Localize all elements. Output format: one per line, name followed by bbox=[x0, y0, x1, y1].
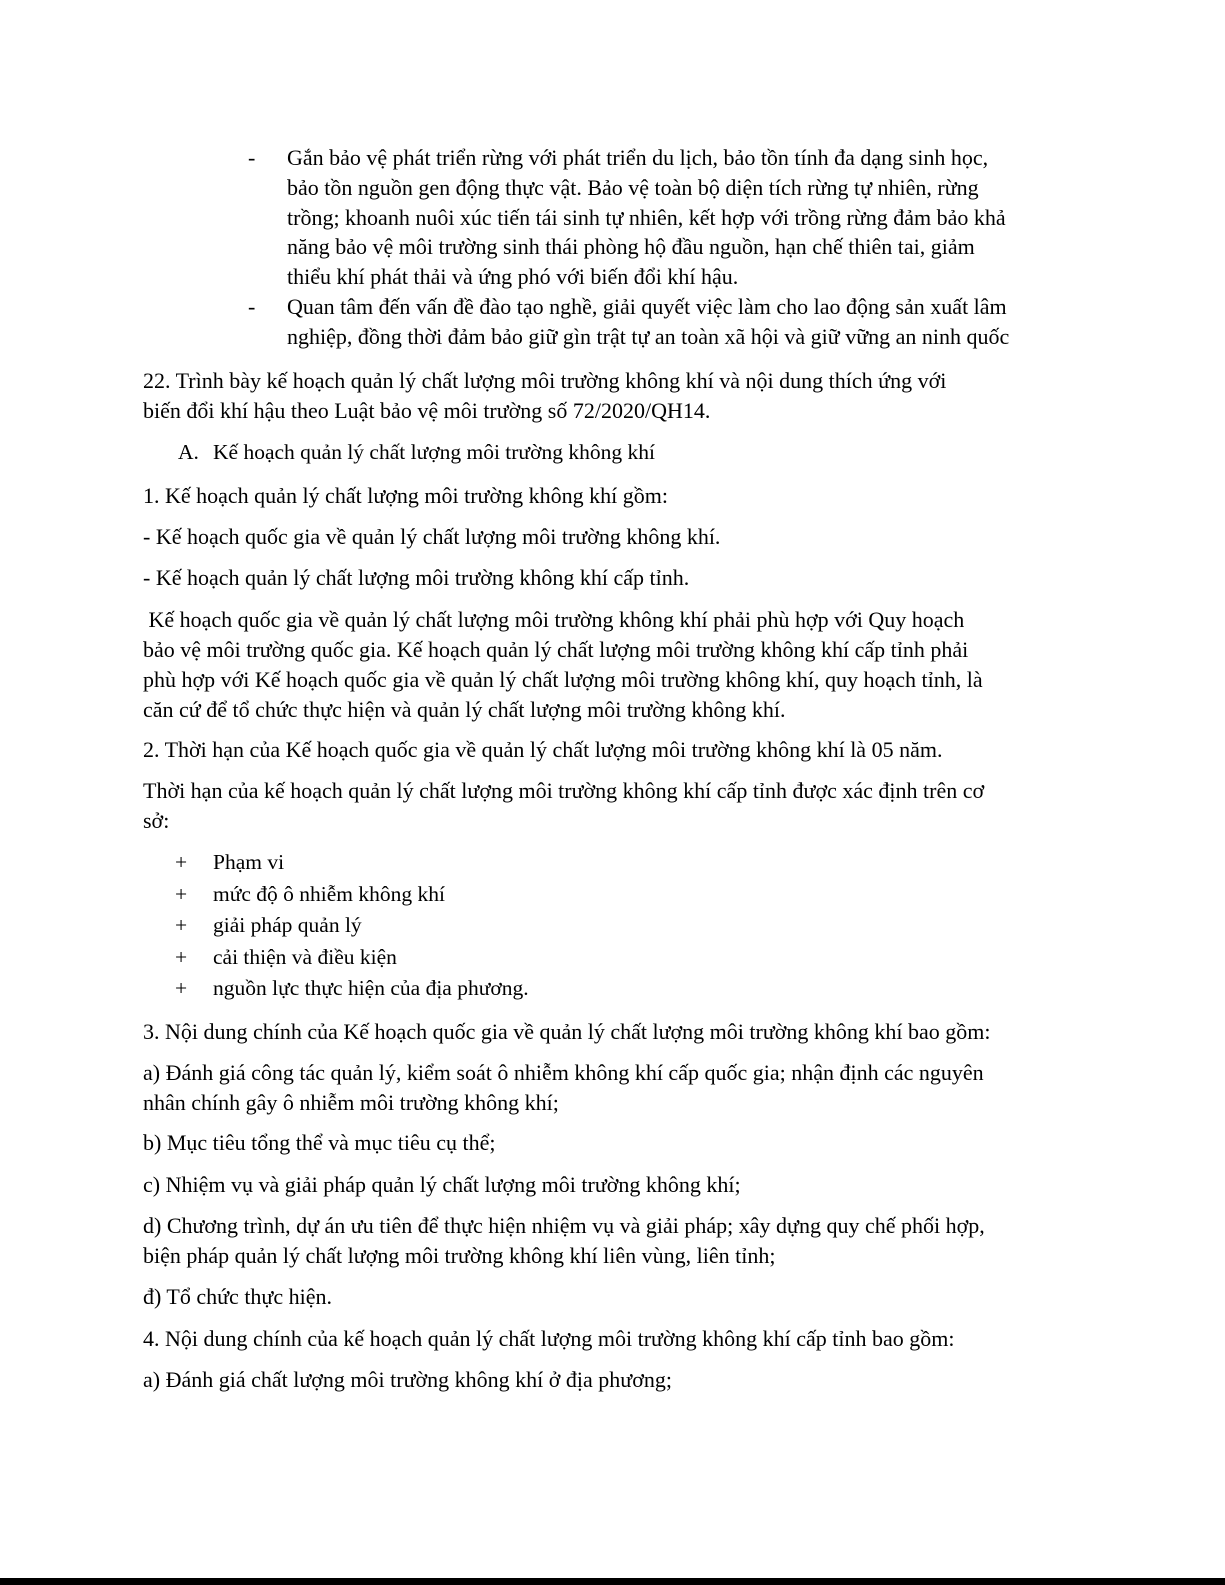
list-item bbox=[0, 879, 700, 911]
text-line: a) Đánh giá công tác quản lý, kiểm soát ô nhiễm không khí cấp quốc gia; nhận định các nguyên bbox=[143, 1060, 984, 1085]
paragraph: 3. Nội dung chính của Kế hoạch quốc gia về quản lý chất lượng môi trường không khí bao gồm: bbox=[143, 1019, 991, 1044]
paragraph bbox=[143, 605, 1073, 725]
plus-bullet: + bbox=[175, 976, 188, 1001]
paragraph: c) Nhiệm vụ và giải pháp quản lý chất lượng môi trường không khí; bbox=[143, 1172, 741, 1197]
text-line: d) Chương trình, dự án ưu tiên để thực hiện nhiệm vụ và giải pháp; xây dựng quy chế phối hợp, bbox=[143, 1213, 985, 1238]
plus-bullet: + bbox=[175, 944, 188, 969]
list-item bbox=[0, 143, 1077, 292]
paragraph bbox=[143, 1058, 1073, 1117]
text-line: thiểu khí phát thải và ứng phó với biến đổi khí hậu. bbox=[287, 264, 739, 290]
text-line: sở: bbox=[143, 807, 170, 833]
paragraph: 2. Thời hạn của Kế hoạch quốc gia về quản lý chất lượng môi trường không khí là 05 năm. bbox=[143, 737, 943, 762]
text-line: 22. Trình bày kế hoạch quản lý chất lượng môi trường không khí và nội dung thích ứng với bbox=[143, 368, 947, 393]
text-line: Quan tâm đến vấn đề đào tạo nghề, giải quyết việc làm cho lao động sản xuất lâm bbox=[287, 293, 1007, 319]
page-bottom-rule bbox=[0, 1578, 1225, 1585]
text-line: căn cứ để tổ chức thực hiện và quản lý chất lượng môi trường không khí. bbox=[143, 697, 786, 722]
plus-bullet-list bbox=[0, 847, 700, 1005]
plus-bullet: + bbox=[175, 913, 188, 938]
text-line: nghiệp, đồng thời đảm bảo giữ gìn trật tự an toàn xã hội và giữ vững an ninh quốc bbox=[287, 323, 1010, 349]
section-marker: A. bbox=[178, 440, 199, 464]
text-line: phù hợp với Kế hoạch quốc gia về quản lý chất lượng môi trường không khí, quy hoạch tỉnh, là bbox=[143, 667, 983, 692]
text-line: biện pháp quản lý chất lượng môi trường không khí liên vùng, liên tỉnh; bbox=[143, 1242, 776, 1268]
plus-bullet: + bbox=[175, 850, 188, 874]
list-item-text: cải thiện và điều kiện bbox=[213, 944, 397, 969]
list-item bbox=[0, 847, 700, 879]
list-item bbox=[0, 942, 700, 974]
dash-bullet-list bbox=[0, 143, 1225, 352]
list-item-text: giải pháp quản lý bbox=[213, 913, 362, 938]
dash-bullet: - bbox=[248, 293, 256, 319]
paragraph: đ) Tổ chức thực hiện. bbox=[143, 1284, 332, 1309]
paragraph: - Kế hoạch quản lý chất lượng môi trường không khí cấp tỉnh. bbox=[143, 565, 690, 590]
text-line: năng bảo vệ môi trường sinh thái phòng hộ đầu nguồn, hạn chế thiên tai, giảm bbox=[287, 234, 975, 260]
text-line: Gắn bảo vệ phát triển rừng với phát triển du lịch, bảo tồn tính đa dạng sinh học, bbox=[287, 145, 989, 170]
list-item-text: Phạm vi bbox=[213, 850, 285, 874]
paragraph: 1. Kế hoạch quản lý chất lượng môi trường không khí gồm: bbox=[143, 483, 668, 508]
list-item-text: mức độ ô nhiễm không khí bbox=[213, 881, 446, 906]
text-line: nhân chính gây ô nhiễm môi trường không khí; bbox=[143, 1089, 559, 1115]
dash-bullet: - bbox=[248, 145, 256, 170]
list-item bbox=[0, 910, 700, 942]
paragraph bbox=[143, 1211, 1073, 1270]
text-line: bảo vệ môi trường quốc gia. Kế hoạch quản lý chất lượng môi trường không khí cấp tỉnh phải bbox=[143, 637, 969, 662]
paragraph: - Kế hoạch quốc gia về quản lý chất lượng môi trường không khí. bbox=[143, 524, 721, 549]
list-item-text: nguồn lực thực hiện của địa phương. bbox=[213, 976, 529, 1001]
paragraph bbox=[143, 776, 1073, 835]
text-line: trồng; khoanh nuôi xúc tiến tái sinh tự nhiên, kết hợp với trồng rừng đảm bảo khả bbox=[287, 204, 1006, 230]
text-line: bảo tồn nguồn gen động thực vật. Bảo vệ toàn bộ diện tích rừng tự nhiên, rừng bbox=[287, 174, 979, 200]
question-heading bbox=[143, 366, 1073, 425]
plus-bullet: + bbox=[175, 881, 188, 906]
list-item bbox=[0, 973, 700, 1005]
list-item bbox=[0, 292, 1077, 352]
paragraph: b) Mục tiêu tổng thể và mục tiêu cụ thể; bbox=[143, 1130, 496, 1155]
section-title: Kế hoạch quản lý chất lượng môi trường không khí bbox=[213, 440, 655, 464]
paragraph: a) Đánh giá chất lượng môi trường không khí ở địa phương; bbox=[143, 1367, 672, 1392]
paragraph: 4. Nội dung chính của kế hoạch quản lý chất lượng môi trường không khí cấp tỉnh bao gồm: bbox=[143, 1326, 955, 1351]
text-line: Thời hạn của kế hoạch quản lý chất lượng môi trường không khí cấp tỉnh được xác định trên cơ bbox=[143, 778, 985, 803]
text-line: Kế hoạch quốc gia về quản lý chất lượng môi trường không khí phải phù hợp với Quy hoạch bbox=[143, 607, 965, 632]
section-a-heading bbox=[178, 437, 655, 467]
text-line: biến đổi khí hậu theo Luật bảo vệ môi trường số 72/2020/QH14. bbox=[143, 397, 711, 423]
